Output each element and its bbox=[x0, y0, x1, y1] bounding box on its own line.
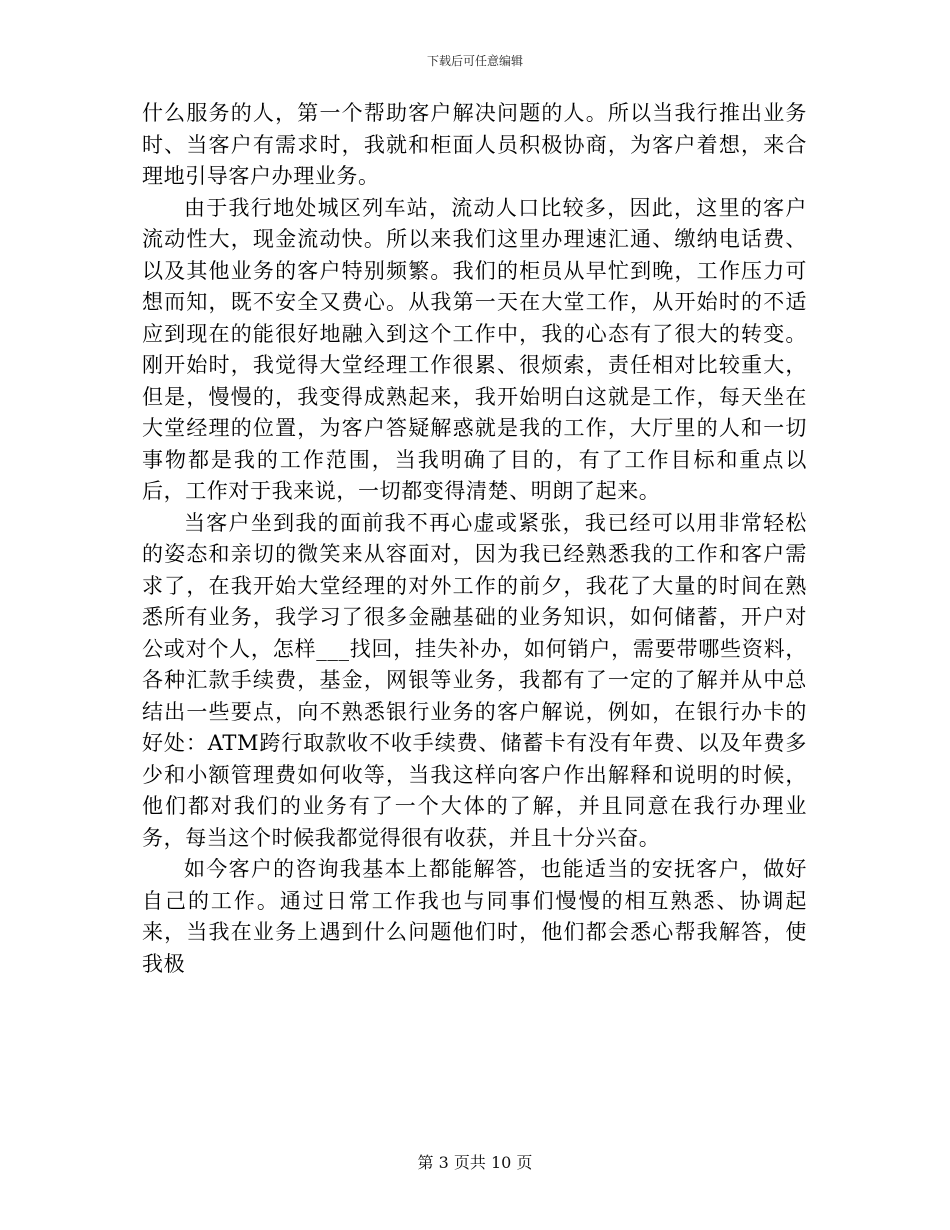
paragraph-1: 什么服务的人，第一个帮助客户解决问题的人。所以当我行推出业务时、当客户有需求时，我就和柜面人员积极协商，为客户着想，来合理地引导客户办理业务。 bbox=[142, 101, 807, 188]
body-text bbox=[142, 98, 807, 980]
paragraph-2: 由于我行地处城区列车站，流动人口比较多，因此，这里的客户流动性大，现金流动快。所以来我们这里办理速汇通、缴纳电话费、以及其他业务的客户特别频繁。我们的柜员从早忙到晚，工作压力可想而知，既不安全又费心。从我第一天在大堂工作，从开始时的不适应到现在的能很好地融入到这个工作中，我的心态有了很大的转变。刚开始时，我觉得大堂经理工作很累、很烦索，责任相对比较重大，但是，慢慢的，我变得成熟起来，我开始明白这就是工作，每天坐在大堂经理的位置，为客户答疑解惑就是我的工作，大厅里的人和一切事物都是我的工作范围，当我明确了目的，有了工作目标和重点以后，工作对于我来说，一切都变得清楚、明朗了起来。 bbox=[142, 195, 807, 503]
paragraph-3: 当客户坐到我的面前我不再心虚或紧张，我已经可以用非常轻松的姿态和亲切的微笑来从容面对，因为我已经熟悉我的工作和客户需求了，在我开始大堂经理的对外工作的前夕，我花了大量的时间在熟悉所有业务，我学习了很多金融基础的业务知识，如何储蓄，开户对公或对个人，怎样___找回，挂失补办，如何销户，需要带哪些资料，各种汇款手续费，基金，网银等业务，我都有了一定的了解并从中总结出一些要点，向不熟悉银行业务的客户解说，例如，在银行办卡的好处：ATM跨行取款收不收手续费、储蓄卡有没有年费、以及年费多少和小额管理费如何收等，当我这样向客户作出解释和说明的时候，他们都对我们的业务有了一个大体的了解，并且同意在我行办理业务，每当这个时候我都觉得很有收获，并且十分兴奋。 bbox=[142, 510, 807, 850]
page-header: 下载后可任意编辑 bbox=[426, 54, 523, 68]
page-footer: 第 3 页共 10 页 bbox=[417, 1153, 533, 1172]
paragraph-4: 如今客户的咨询我基本上都能解答，也能适当的安抚客户，做好自己的工作。通过日常工作我也与同事们慢慢的相互熟悉、协调起来，当我在业务上遇到什么问题他们时，他们都会悉心帮我解答，使我极 bbox=[142, 857, 807, 976]
